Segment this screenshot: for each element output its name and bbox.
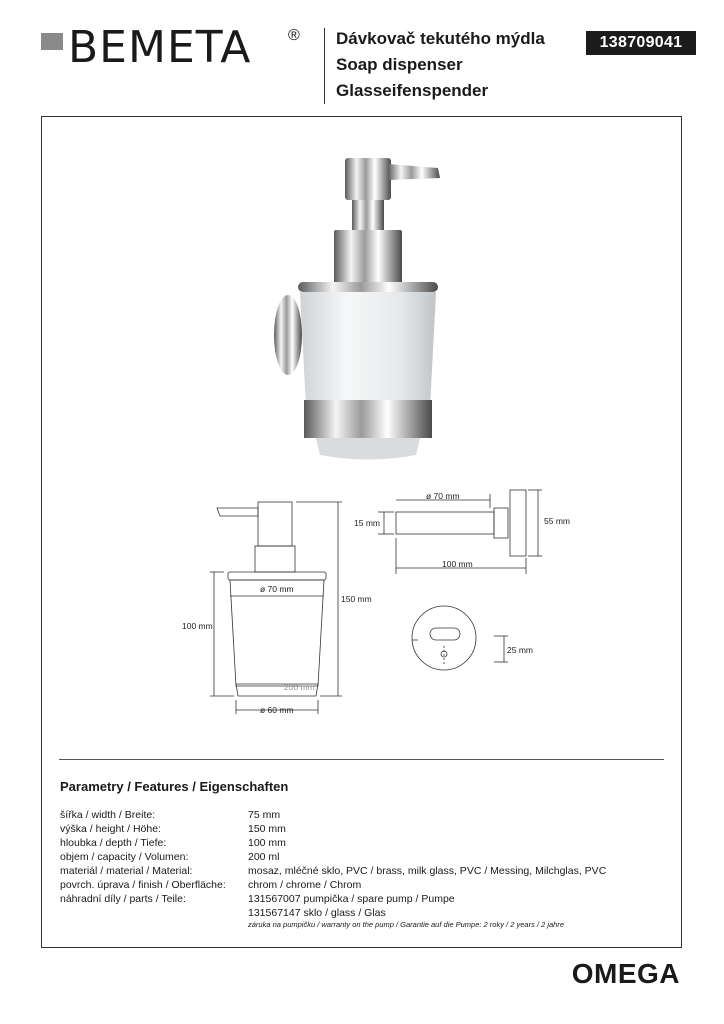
spec-row <box>60 850 660 864</box>
features-title: Parametry / Features / Eigenschaften <box>60 779 289 794</box>
title-en: Soap dispenser <box>336 55 463 74</box>
spec-row <box>60 864 660 878</box>
spec-value: 200 ml <box>248 851 280 863</box>
spec-value: 75 mm <box>248 809 281 821</box>
dim-height-150: 150 mm <box>341 594 372 604</box>
registered-mark: ® <box>288 27 300 44</box>
spec-value: 131567147 sklo / glass / Glas <box>248 907 386 919</box>
dim-diameter-60: ø 60 mm <box>260 705 294 715</box>
spec-row <box>60 892 660 906</box>
features-table <box>60 808 660 920</box>
spec-label: objem / capacity / Volumen: <box>60 851 189 863</box>
spec-value: chrom / chrome / Chrom <box>248 879 362 891</box>
dim-depth-100: 100 mm <box>442 559 473 569</box>
title-de: Glasseifenspender <box>336 81 489 100</box>
warranty-note: záruka na pumpičku / warranty on the pump / Garantie auf die Pumpe: 2 roky / 2 years / 2 jahre <box>248 920 564 929</box>
spec-value: mosaz, mléčné sklo, PVC / brass, milk glass, PVC / Messing, Milchglas, PVC <box>248 865 607 877</box>
dim-height-100: 100 mm <box>182 621 213 631</box>
dim-diameter-70-side: ø 70 mm <box>426 491 460 501</box>
series-name: OMEGA <box>571 958 680 989</box>
spec-row <box>60 906 660 920</box>
spec-label: náhradní díly / parts / Teile: <box>60 893 186 905</box>
spec-row <box>60 878 660 892</box>
technical-drawing <box>160 478 580 728</box>
spec-value: 131567007 pumpička / spare pump / Pumpe <box>248 893 455 905</box>
spec-label: povrch. úprava / finish / Oberfläche: <box>60 879 226 891</box>
dim-mount-25: 25 mm <box>507 645 533 655</box>
spec-value: 100 mm <box>248 837 286 849</box>
spec-row <box>60 808 660 822</box>
spec-label: výška / height / Höhe: <box>60 823 161 835</box>
product-code: 138709041 <box>586 31 696 55</box>
brand-logo: BEMETA <box>68 22 252 73</box>
product-photo <box>270 150 470 470</box>
dim-height-55: 55 mm <box>544 516 570 526</box>
spec-label: materiál / material / Material: <box>60 865 193 877</box>
spec-label: šířka / width / Breite: <box>60 809 156 821</box>
spec-label: hloubka / depth / Tiefe: <box>60 837 167 849</box>
product-titles <box>336 26 545 104</box>
title-cz: Dávkovač tekutého mýdla <box>336 29 545 48</box>
spec-row <box>60 836 660 850</box>
section-divider <box>59 759 664 760</box>
header-divider <box>324 28 325 104</box>
spec-value: 150 mm <box>248 823 286 835</box>
dim-diameter-70-front: ø 70 mm <box>260 584 294 594</box>
spec-row <box>60 822 660 836</box>
dim-capacity-200: 200 mm <box>284 682 315 692</box>
logo-mark <box>41 33 63 50</box>
dim-width-15: 15 mm <box>354 518 380 528</box>
